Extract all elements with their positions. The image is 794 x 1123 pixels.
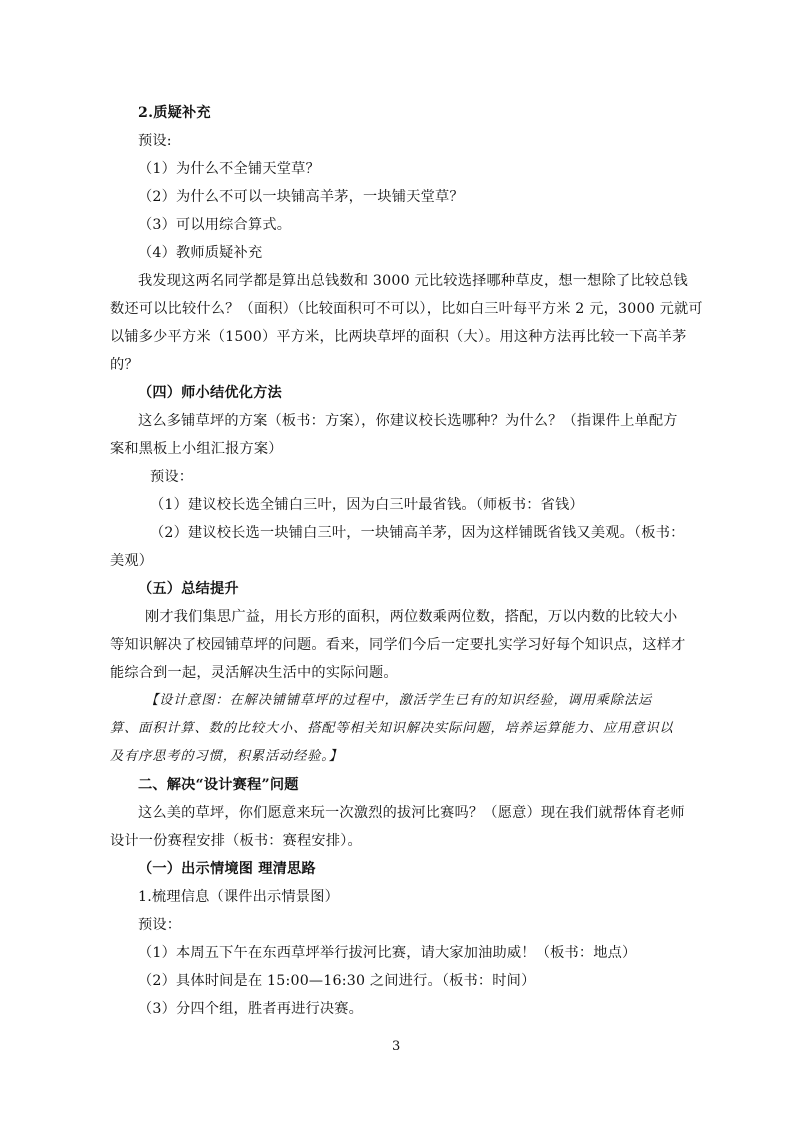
list-item-continued: 美观）	[110, 553, 154, 569]
list-item: （3）可以用综合算式。	[138, 217, 292, 233]
design-intent-line: 算、面积计算、数的比较大小、搭配等相关知识解决实际问题，培养运算能力、应用意识以	[110, 721, 674, 736]
heading-design-schedule: 二、解决“设计赛程”问题	[138, 777, 299, 793]
paragraph-line: 这么多铺草坪的方案（板书：方案），你建议校长选哪种？为什么？（指课件上单配方	[138, 413, 678, 429]
paragraph-line: 刚才我们集思广益，用长方形的面积，两位数乘两位数，搭配，万以内数的比较大小	[145, 609, 678, 625]
list-item: （1）为什么不全铺天堂草？	[138, 161, 320, 177]
paragraph-line: 能综合到一起，灵活解决生活中的实际问题。	[110, 665, 398, 681]
paragraph-line: 的？	[110, 357, 139, 373]
paragraph-line: 案和黑板上小组汇报方案）	[110, 441, 283, 457]
preset-label: 预设:	[138, 133, 172, 149]
paragraph-line: 设计一份赛程安排（板书：赛程安排）。	[110, 833, 362, 849]
paragraph-line: 这么美的草坪，你们愿意来玩一次激烈的拔河比赛吗？（愿意）现在我们就帮体育老师	[138, 805, 685, 821]
list-item: （2）具体时间是在 15:00—16:30 之间进行。（板书：时间）	[138, 973, 536, 989]
paragraph-line: 以铺多少平方米（1500）平方米，比两块草坪的面积（大）。用这种方法再比较一下高羊茅	[110, 329, 687, 345]
heading-teacher-summary: （四）师小结优化方法	[138, 385, 282, 401]
list-item: （4）教师质疑补充	[138, 245, 263, 261]
paragraph-line: 等知识解决了校园铺草坪的问题。看来，同学们今后一定要扎实学习好每个知识点，这样才	[110, 637, 686, 653]
list-item: （1）本周五下午在东西草坪举行拔河比赛，请大家加油助威！（板书：地点）	[138, 945, 637, 961]
heading-show-scene: （一）出示情境图 理清思路	[138, 861, 316, 877]
paragraph-line: 我发现这两名同学都是算出总钱数和 3000 元比较选择哪种草皮，想一想除了比较总钱	[138, 273, 688, 289]
list-item: （2）为什么不可以一块铺高羊茅，一块铺天堂草？	[138, 189, 464, 205]
design-intent-line: 【设计意图：在解决铺铺草坪的过程中，激活学生已有的知识经验，调用乘除法运	[145, 693, 653, 708]
heading-question-supplement: 2.质疑补充	[138, 105, 211, 121]
paragraph-line: 数还可以比较什么？（面积）（比较面积可不可以），比如白三叶每平方米 2 元，3000 元就可	[110, 301, 703, 317]
list-item: （3）分四个组，胜者再进行决赛。	[138, 1001, 364, 1017]
preset-label: 预设：	[150, 469, 194, 485]
design-intent-line: 及有序思考的习惯，积累活动经验。】	[110, 749, 343, 764]
heading-summary: （五）总结提升	[138, 581, 239, 597]
subheading-sort-info: 1.梳理信息（课件出示情景图）	[138, 889, 339, 905]
page-number: 3	[392, 1039, 401, 1054]
preset-label: 预设：	[138, 917, 182, 933]
list-item: （1）建议校长选全铺白三叶，因为白三叶最省钱。（师板书：省钱）	[150, 497, 584, 513]
list-item: （2）建议校长选一块铺白三叶，一块铺高羊茅，因为这样铺既省钱又美观。（板书：	[150, 525, 685, 541]
